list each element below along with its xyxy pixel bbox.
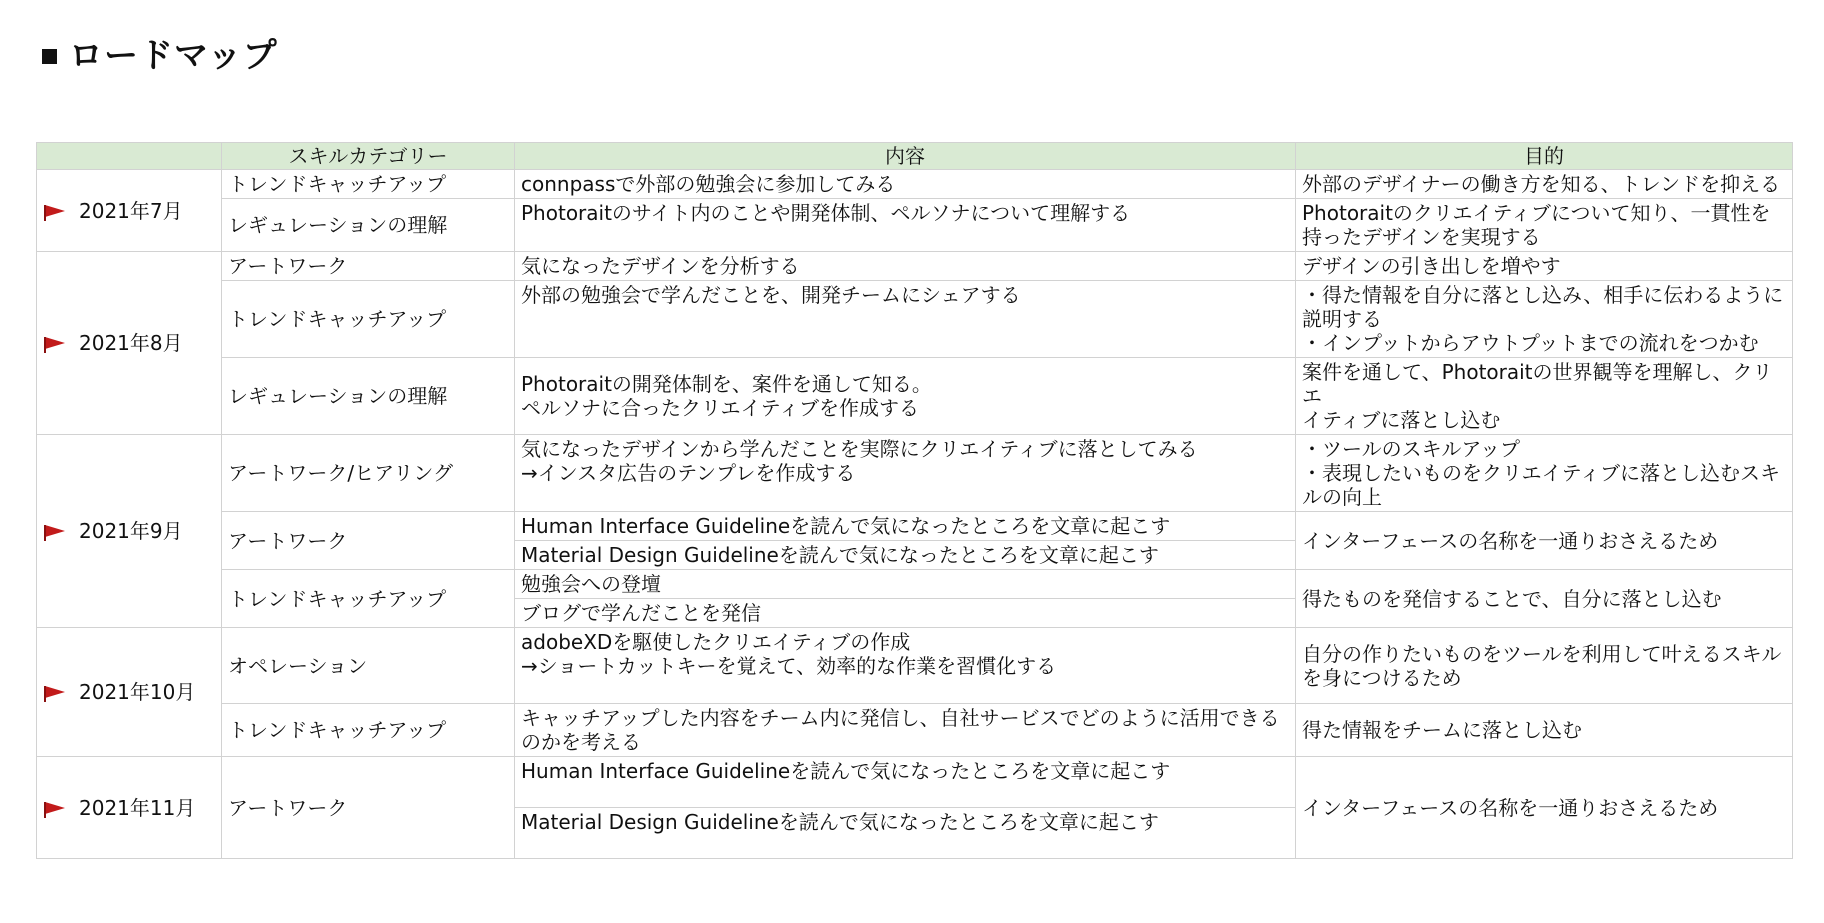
category-cell: アートワーク	[222, 757, 515, 859]
table-row	[37, 199, 1793, 252]
purpose-cell: インターフェースの名称を一通りおさえるため	[1296, 512, 1793, 570]
purpose-cell: 案件を通して、Photoraitの世界観等を理解し、クリエ イティブに落とし込む	[1296, 358, 1793, 435]
table-row	[37, 170, 1793, 199]
content-cell: Human Interface Guidelineを読んで気になったところを文章に起こす	[515, 512, 1296, 541]
content-cell: キャッチアップした内容をチーム内に発信し、自社サービスでどのように活用できる のかを考える	[515, 704, 1296, 757]
period-cell	[37, 628, 222, 757]
content-cell: Photoraitのサイト内のことや開発体制、ペルソナについて理解する	[515, 199, 1296, 252]
category-cell: アートワーク	[222, 512, 515, 570]
content-cell: ブログで学んだことを発信	[515, 599, 1296, 628]
purpose-cell: ・ツールのスキルアップ ・表現したいものをクリエイティブに落とし込むスキ ルの向上	[1296, 435, 1793, 512]
purpose-cell: Photoraitのクリエイティブについて知り、一貫性を 持ったデザインを実現する	[1296, 199, 1793, 252]
table-row	[37, 358, 1793, 435]
purpose-cell: 自分の作りたいものをツールを利用して叶えるスキル を身につけるため	[1296, 628, 1793, 704]
page-title	[42, 28, 278, 77]
content-cell: connpassで外部の勉強会に参加してみる	[515, 170, 1296, 199]
category-cell: トレンドキャッチアップ	[222, 170, 515, 199]
content-cell: Photoraitの開発体制を、案件を通して知る。 ペルソナに合ったクリエイティブを作成する	[515, 358, 1296, 435]
content-cell: adobeXDを駆使したクリエイティブの作成 →ショートカットキーを覚えて、効率的な作業を習慣化する	[515, 628, 1296, 704]
red-flag-icon	[45, 802, 65, 814]
content-cell: Material Design Guidelineを読んで気になったところを文章に起こす	[515, 808, 1296, 859]
category-cell: オペレーション	[222, 628, 515, 704]
category-cell: アートワーク/ヒアリング	[222, 435, 515, 512]
header-skill-category: スキルカテゴリー	[222, 143, 515, 170]
period-label: 2021年8月	[79, 331, 183, 355]
table-header-row	[37, 143, 1793, 170]
table-row	[37, 512, 1793, 541]
content-cell: Material Design Guidelineを読んで気になったところを文章に起こす	[515, 541, 1296, 570]
category-cell: アートワーク	[222, 252, 515, 281]
table-row	[37, 628, 1793, 704]
purpose-cell: デザインの引き出しを増やす	[1296, 252, 1793, 281]
header-period	[37, 143, 222, 170]
category-cell: レギュレーションの理解	[222, 358, 515, 435]
red-flag-icon	[45, 337, 65, 349]
category-cell: レギュレーションの理解	[222, 199, 515, 252]
table-row	[37, 435, 1793, 512]
page-title-text: ロードマップ	[69, 36, 278, 76]
period-label: 2021年9月	[79, 519, 183, 543]
period-label: 2021年10月	[79, 680, 196, 704]
category-cell: トレンドキャッチアップ	[222, 570, 515, 628]
table-row	[37, 281, 1793, 358]
purpose-cell: 得たものを発信することで、自分に落とし込む	[1296, 570, 1793, 628]
period-label: 2021年11月	[79, 795, 196, 820]
table-row	[37, 757, 1793, 808]
content-cell: 勉強会への登壇	[515, 570, 1296, 599]
content-cell: 気になったデザインを分析する	[515, 252, 1296, 281]
red-flag-icon	[45, 686, 65, 698]
roadmap-table	[36, 142, 1793, 859]
period-cell	[37, 435, 222, 628]
category-cell: トレンドキャッチアップ	[222, 704, 515, 757]
table-row	[37, 252, 1793, 281]
red-flag-icon	[45, 205, 65, 217]
header-purpose: 目的	[1296, 143, 1793, 170]
content-cell: 気になったデザインから学んだことを実際にクリエイティブに落としてみる →インスタ広告のテンプレを作成する	[515, 435, 1296, 512]
content-cell: 外部の勉強会で学んだことを、開発チームにシェアする	[515, 281, 1296, 358]
red-flag-icon	[45, 525, 65, 537]
content-cell: Human Interface Guidelineを読んで気になったところを文章に起こす	[515, 757, 1296, 808]
period-cell	[37, 170, 222, 252]
category-cell: トレンドキャッチアップ	[222, 281, 515, 358]
purpose-cell: インターフェースの名称を一通りおさえるため	[1296, 757, 1793, 859]
table-row	[37, 704, 1793, 757]
square-bullet-icon	[42, 49, 57, 64]
period-cell	[37, 757, 222, 859]
period-cell	[37, 252, 222, 435]
purpose-cell: ・得た情報を自分に落とし込み、相手に伝わるように 説明する ・インプットからアウトプットまでの流れをつかむ	[1296, 281, 1793, 358]
purpose-cell: 得た情報をチームに落とし込む	[1296, 704, 1793, 757]
table-row	[37, 570, 1793, 599]
period-label: 2021年7月	[79, 198, 183, 223]
purpose-cell: 外部のデザイナーの働き方を知る、トレンドを抑える	[1296, 170, 1793, 199]
header-content: 内容	[515, 143, 1296, 170]
